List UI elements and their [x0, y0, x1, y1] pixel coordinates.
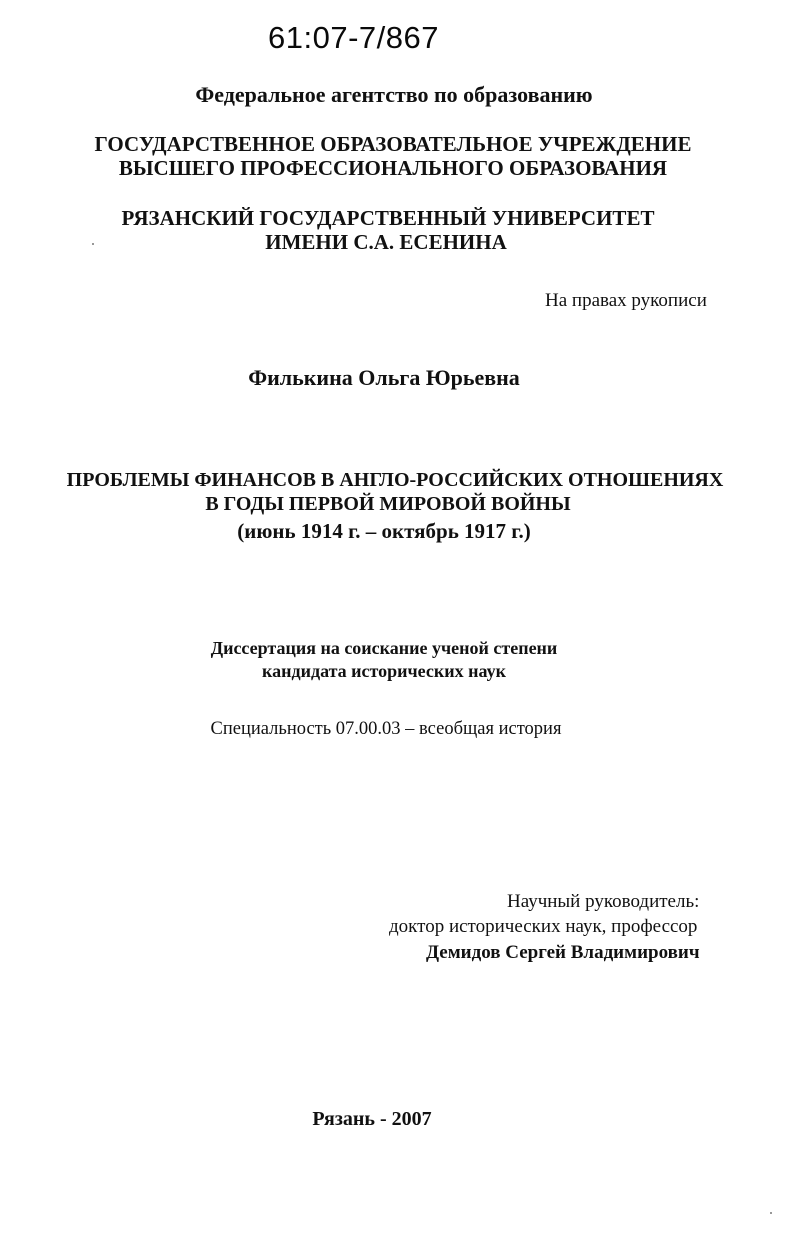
rights-note: На правах рукописи [545, 290, 707, 311]
supervisor-label: Научный руководитель: [507, 891, 700, 912]
dissertation-type-line-2: кандидата исторических наук [262, 661, 506, 681]
dissertation-type-line-1: Диссертация на соискание ученой степени [210, 638, 558, 658]
institution-line-2: ВЫСШЕГО ПРОФЕССИОНАЛЬНОГО ОБРАЗОВАНИЯ [118, 156, 668, 180]
thesis-title-dates: (июнь 1914 г. – октябрь 1917 г.) [237, 519, 531, 543]
author-name: Филькина Ольга Юрьевна [248, 365, 520, 390]
supervisor-degree: доктор исторических наук, профессор [389, 916, 698, 937]
scan-speck [92, 243, 94, 245]
specialty: Специальность 07.00.03 – всеобщая история [210, 719, 562, 739]
university-line-1: РЯЗАНСКИЙ ГОСУДАРСТВЕННЫЙ УНИВЕРСИТЕТ [121, 206, 655, 230]
institution-line-1: ГОСУДАРСТВЕННОЕ ОБРАЗОВАТЕЛЬНОЕ УЧРЕЖДЕНИЕ [94, 132, 692, 156]
thesis-title-line-1: ПРОБЛЕМЫ ФИНАНСОВ В АНГЛО-РОССИЙСКИХ ОТНОШЕНИЯХ [66, 469, 724, 491]
supervisor-name: Демидов Сергей Владимирович [426, 942, 700, 963]
city-year: Рязань - 2007 [312, 1108, 432, 1130]
thesis-title-line-2: В ГОДЫ ПЕРВОЙ МИРОВОЙ ВОЙНЫ [205, 493, 571, 515]
scan-speck [770, 1212, 772, 1214]
archive-code: 61:07-7/867 [268, 20, 439, 55]
agency-name: Федеральное агентство по образованию [195, 82, 593, 107]
university-line-2: ИМЕНИ С.А. ЕСЕНИНА [265, 230, 507, 254]
